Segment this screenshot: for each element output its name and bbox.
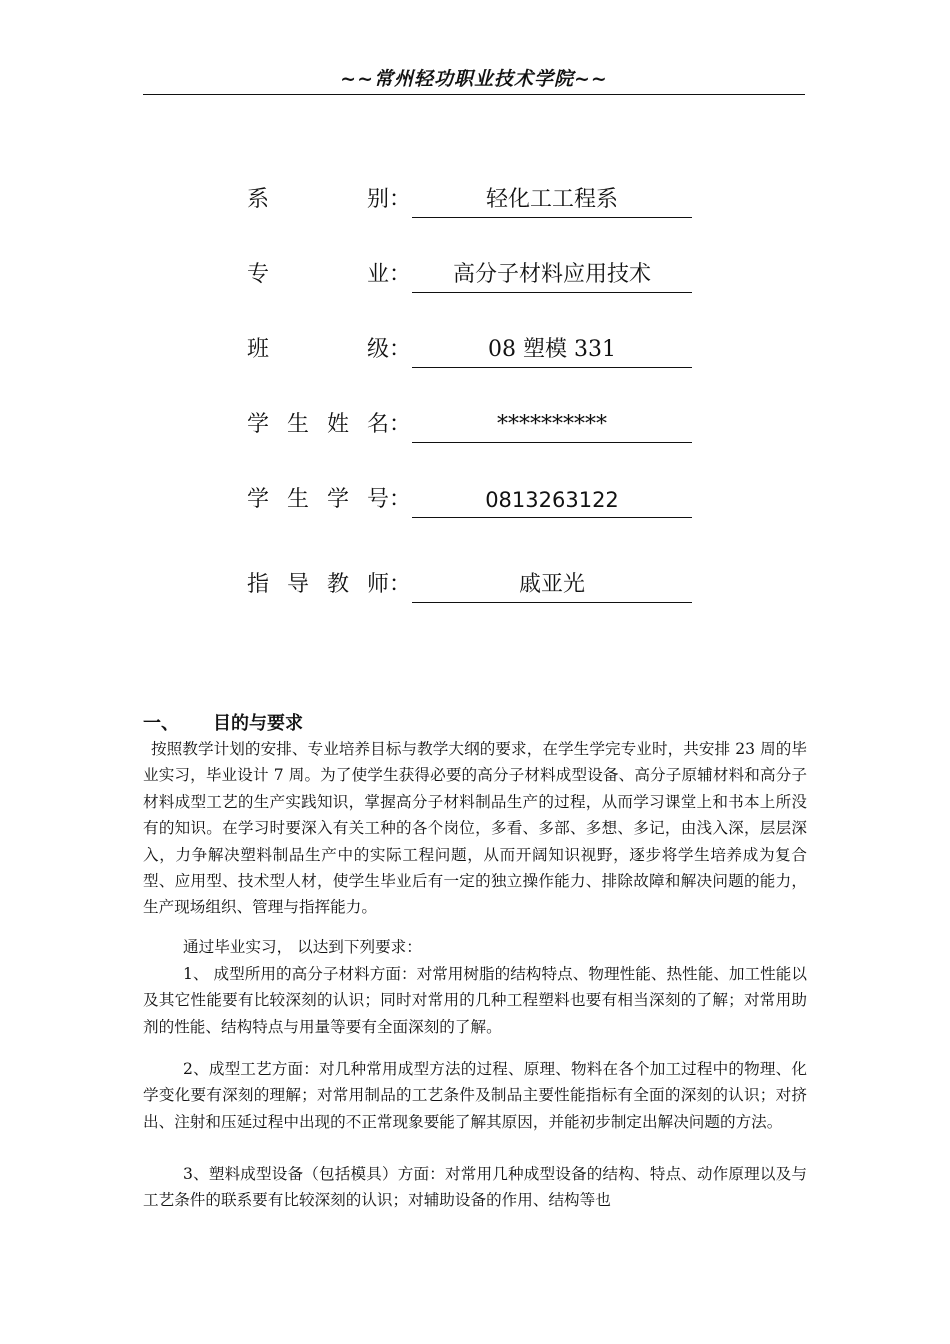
info-label: 系 别： xyxy=(247,187,411,212)
info-value-advisor: 戚亚光 xyxy=(412,568,692,603)
info-row-advisor xyxy=(247,568,707,602)
info-row-major xyxy=(247,258,707,292)
body-paragraph: 2、成型工艺方面：对几种常用成型方法的过程、原理、物料在各个加工过程中的物理、化学变化要有深刻的理解；对常用制品的工艺条件及制品主要性能指标有全面的深刻的认识；对挤出、注射和压延过程中出现的不正常现象要能了解其原因，并能初步制定出解决问题的方法。 xyxy=(143,1060,807,1131)
section-title: 目的与要求 xyxy=(213,713,303,734)
page-header-title: ~~常州轻功职业技术学院~~ xyxy=(340,68,608,90)
info-label: 专 业： xyxy=(247,262,411,287)
info-value-student-name: ********** xyxy=(412,408,692,443)
body-paragraph: 3、塑料成型设备（包括模具）方面：对常用几种成型设备的结构、特点、动作原理以及与工艺条件的联系要有比较深刻的认识；对辅助设备的作用、结构等也 xyxy=(143,1165,807,1210)
info-row-student-id xyxy=(247,483,707,517)
header-rule xyxy=(143,94,805,95)
body-paragraph: 通过毕业实习， 以达到下列要求： xyxy=(183,938,422,956)
info-value-department: 轻化工工程系 xyxy=(412,183,692,218)
section-heading xyxy=(143,709,303,735)
info-label: 班 级： xyxy=(247,337,411,362)
body-paragraph: 1、 成型所用的高分子材料方面：对常用树脂的结构特点、物理性能、热性能、加工性能以及其它性能要有比较深刻的认识；同时对常用的几种工程塑料也要有相当深刻的了解；对常用助剂的性能、结构特点与用量等要有全面深刻的了解。 xyxy=(143,965,807,1036)
section-number: 一、 xyxy=(143,713,179,734)
info-value-student-id: 0813263122 xyxy=(412,483,692,518)
info-value-class: 08 塑模 331 xyxy=(412,333,692,368)
info-label: 学 生 姓 名： xyxy=(247,412,411,437)
info-row-class xyxy=(247,333,707,367)
info-label: 指 导 教 师： xyxy=(247,572,411,597)
body-paragraph: 按照教学计划的安排、专业培养目标与教学大纲的要求，在学生学完专业时，共安排 23 周的毕业实习，毕业设计 7 周。为了使学生获得必要的高分子材料成型设备、高分子原辅材料和高分子材料成型工艺的生产实践知识，掌握高分子材料制品生产的过程，从而学习课堂上和书本上所没有的知识。在学习时要深入有关工种的各个岗位，多看、多部、多想、多记，由浅入深，层层深入，力争解决塑料制品生产中的实际工程问题，从而开阔知识视野，逐步将学生培养成为复合型、应用型、技术型人材，使学生毕业后有一定的独立操作能力、排除故障和解决问题的能力，生产现场组织、管理与指挥能力。 xyxy=(143,740,807,917)
info-label: 学 生 学 号： xyxy=(247,487,411,512)
info-row-department xyxy=(247,183,707,217)
info-value-major: 高分子材料应用技术 xyxy=(412,258,692,293)
info-row-student-name xyxy=(247,408,707,442)
